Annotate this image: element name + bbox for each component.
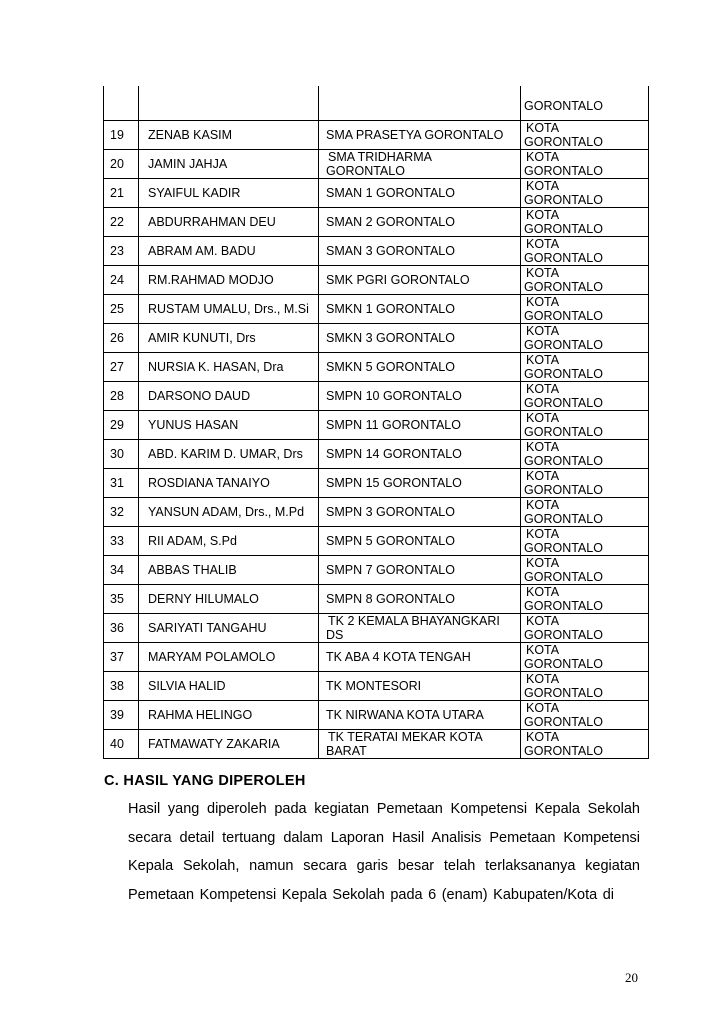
cell-no: 22 — [104, 208, 139, 237]
cell-name — [139, 86, 319, 121]
cell-name: RII ADAM, S.Pd — [139, 527, 319, 556]
location-line: KOTA — [526, 643, 560, 657]
cell-no: 34 — [104, 556, 139, 585]
table-row — [104, 614, 649, 643]
location-line: KOTA — [526, 266, 560, 280]
location-line: KOTA — [526, 237, 560, 251]
cell-name: FATMAWATY ZAKARIA — [139, 730, 319, 759]
cell-school — [319, 469, 521, 498]
cell-name: DARSONO DAUD — [139, 382, 319, 411]
location-line: GORONTALO — [524, 628, 603, 642]
cell-no: 19 — [104, 121, 139, 150]
location-line: KOTA — [526, 730, 560, 744]
cell-school — [319, 614, 521, 643]
cell-name: RAHMA HELINGO — [139, 701, 319, 730]
table-row — [104, 527, 649, 556]
school-line: DS — [326, 628, 344, 642]
cell-location — [521, 150, 649, 179]
location-line: GORONTALO — [524, 744, 603, 758]
cell-no: 40 — [104, 730, 139, 759]
cell-location — [521, 701, 649, 730]
school-line: SMK PGRI GORONTALO — [326, 273, 470, 287]
school-line: SMKN 3 GORONTALO — [326, 331, 455, 345]
cell-location — [521, 672, 649, 701]
school-line: SMKN 5 GORONTALO — [326, 360, 455, 374]
school-line: SMPN 10 GORONTALO — [326, 389, 462, 403]
location-line: GORONTALO — [524, 222, 603, 236]
location-line: KOTA — [526, 498, 560, 512]
location-line: KOTA — [526, 150, 560, 164]
school-line: SMKN 1 GORONTALO — [326, 302, 455, 316]
location-line: GORONTALO — [524, 251, 603, 265]
cell-name: JAMIN JAHJA — [139, 150, 319, 179]
cell-name: SILVIA HALID — [139, 672, 319, 701]
school-line: SMA PRASETYA GORONTALO — [326, 128, 504, 142]
continuation-location: GORONTALO — [524, 99, 603, 113]
location-line: KOTA — [526, 382, 560, 396]
table-row — [104, 208, 649, 237]
location-line: KOTA — [526, 469, 560, 483]
cell-no: 35 — [104, 585, 139, 614]
cell-no: 27 — [104, 353, 139, 382]
cell-no: 37 — [104, 643, 139, 672]
school-line: SMAN 3 GORONTALO — [326, 244, 455, 258]
school-line: SMAN 1 GORONTALO — [326, 186, 455, 200]
location-line: GORONTALO — [524, 657, 603, 671]
cell-school — [319, 237, 521, 266]
location-line: KOTA — [526, 527, 560, 541]
cell-school — [319, 527, 521, 556]
school-line: SMPN 14 GORONTALO — [326, 447, 462, 461]
cell-no: 28 — [104, 382, 139, 411]
principal-table-body — [104, 86, 649, 759]
table-row — [104, 672, 649, 701]
table-row — [104, 295, 649, 324]
cell-name: ZENAB KASIM — [139, 121, 319, 150]
school-line: SMPN 3 GORONTALO — [326, 505, 455, 519]
cell-location — [521, 498, 649, 527]
cell-location — [521, 121, 649, 150]
school-line: TK ABA 4 KOTA TENGAH — [326, 650, 471, 664]
location-line: KOTA — [526, 614, 560, 628]
cell-no: 21 — [104, 179, 139, 208]
cell-location — [521, 179, 649, 208]
school-line: BARAT — [326, 744, 367, 758]
location-line: KOTA — [526, 585, 560, 599]
table-row — [104, 730, 649, 759]
cell-no: 25 — [104, 295, 139, 324]
location-line: KOTA — [526, 295, 560, 309]
cell-school — [319, 643, 521, 672]
cell-location — [521, 237, 649, 266]
cell-no: 36 — [104, 614, 139, 643]
table-row — [104, 121, 649, 150]
location-line: GORONTALO — [524, 483, 603, 497]
table-row — [104, 585, 649, 614]
cell-name: ABDURRAHMAN DEU — [139, 208, 319, 237]
cell-school — [319, 266, 521, 295]
cell-location — [521, 295, 649, 324]
cell-school — [319, 585, 521, 614]
cell-name: SYAIFUL KADIR — [139, 179, 319, 208]
cell-location — [521, 585, 649, 614]
table-row — [104, 266, 649, 295]
location-line: GORONTALO — [524, 715, 603, 729]
table-row — [104, 411, 649, 440]
location-line: GORONTALO — [524, 599, 603, 613]
section-paragraph: Hasil yang diperoleh pada kegiatan Pemetaan Kompetensi Kepala Sekolah secara detail tertuang dalam Laporan Hasil Analisis Pemetaan Kompetensi Kepala Sekolah, namun secara garis besar telah terlaksananya kegiatan Pemetaan Kompetensi Kepala Sekolah pada 6 (enam) Kabupaten/Kota di — [128, 801, 640, 903]
cell-location — [521, 86, 649, 121]
location-line: KOTA — [526, 556, 560, 570]
location-line: GORONTALO — [524, 309, 603, 323]
cell-school — [319, 730, 521, 759]
cell-school — [319, 701, 521, 730]
table-row — [104, 150, 649, 179]
location-line: KOTA — [526, 324, 560, 338]
cell-location — [521, 324, 649, 353]
cell-location — [521, 353, 649, 382]
location-line: KOTA — [526, 701, 560, 715]
cell-no — [104, 86, 139, 121]
table-row — [104, 440, 649, 469]
cell-school — [319, 556, 521, 585]
location-line: KOTA — [526, 208, 560, 222]
table-row — [104, 179, 649, 208]
table-row — [104, 469, 649, 498]
cell-name: DERNY HILUMALO — [139, 585, 319, 614]
cell-school — [319, 440, 521, 469]
location-line: GORONTALO — [524, 164, 603, 178]
cell-location — [521, 382, 649, 411]
cell-no: 26 — [104, 324, 139, 353]
cell-no: 23 — [104, 237, 139, 266]
location-line: GORONTALO — [524, 512, 603, 526]
location-line: GORONTALO — [524, 193, 603, 207]
school-line: SMPN 11 GORONTALO — [326, 418, 461, 432]
cell-school — [319, 498, 521, 527]
cell-school — [319, 324, 521, 353]
cell-no: 39 — [104, 701, 139, 730]
location-line: KOTA — [526, 672, 560, 686]
cell-name: YUNUS HASAN — [139, 411, 319, 440]
cell-name: ABD. KARIM D. UMAR, Drs — [139, 440, 319, 469]
cell-school — [319, 121, 521, 150]
school-line: TK 2 KEMALA BHAYANGKARI — [328, 614, 500, 628]
cell-name: SARIYATI TANGAHU — [139, 614, 319, 643]
cell-location — [521, 469, 649, 498]
table-row — [104, 701, 649, 730]
cell-name: AMIR KUNUTI, Drs — [139, 324, 319, 353]
cell-location — [521, 643, 649, 672]
location-line: GORONTALO — [524, 425, 603, 439]
cell-no: 29 — [104, 411, 139, 440]
section-heading: C. HASIL YANG DIPEROLEH — [104, 773, 306, 789]
school-line: TK TERATAI MEKAR KOTA — [328, 730, 483, 744]
location-line: GORONTALO — [524, 135, 603, 149]
cell-name: ABRAM AM. BADU — [139, 237, 319, 266]
cell-school — [319, 672, 521, 701]
location-line: GORONTALO — [524, 454, 603, 468]
principal-table — [103, 86, 649, 759]
table-row — [104, 498, 649, 527]
cell-name: MARYAM POLAMOLO — [139, 643, 319, 672]
location-line: KOTA — [526, 353, 560, 367]
school-line: SMPN 5 GORONTALO — [326, 534, 455, 548]
cell-location — [521, 411, 649, 440]
cell-no: 33 — [104, 527, 139, 556]
school-line: TK NIRWANA KOTA UTARA — [326, 708, 484, 722]
cell-name: YANSUN ADAM, Drs., M.Pd — [139, 498, 319, 527]
cell-school — [319, 295, 521, 324]
cell-location — [521, 208, 649, 237]
table-row — [104, 382, 649, 411]
location-line: GORONTALO — [524, 541, 603, 555]
cell-location — [521, 556, 649, 585]
cell-school — [319, 411, 521, 440]
location-line: GORONTALO — [524, 570, 603, 584]
cell-name: RUSTAM UMALU, Drs., M.Si — [139, 295, 319, 324]
cell-name: ABBAS THALIB — [139, 556, 319, 585]
table-row — [104, 237, 649, 266]
location-line: GORONTALO — [524, 367, 603, 381]
school-line: SMPN 8 GORONTALO — [326, 592, 455, 606]
school-line: TK MONTESORI — [326, 679, 422, 693]
cell-location — [521, 266, 649, 295]
cell-no: 32 — [104, 498, 139, 527]
school-line: SMA TRIDHARMA — [328, 150, 432, 164]
cell-school — [319, 179, 521, 208]
table-row — [104, 556, 649, 585]
cell-no: 20 — [104, 150, 139, 179]
table-row — [104, 353, 649, 382]
school-line: GORONTALO — [326, 164, 405, 178]
table-continuation-row — [104, 86, 649, 121]
cell-no: 24 — [104, 266, 139, 295]
cell-school — [319, 353, 521, 382]
cell-name: RM.RAHMAD MODJO — [139, 266, 319, 295]
location-line: KOTA — [526, 121, 560, 135]
cell-no: 31 — [104, 469, 139, 498]
table-row — [104, 643, 649, 672]
cell-school — [319, 208, 521, 237]
cell-no: 30 — [104, 440, 139, 469]
cell-no: 38 — [104, 672, 139, 701]
school-line: SMAN 2 GORONTALO — [326, 215, 455, 229]
location-line: KOTA — [526, 440, 560, 454]
school-line: SMPN 7 GORONTALO — [326, 563, 455, 577]
cell-school — [319, 86, 521, 121]
location-line: KOTA — [526, 411, 560, 425]
cell-school — [319, 382, 521, 411]
school-line: SMPN 15 GORONTALO — [326, 476, 462, 490]
cell-location — [521, 614, 649, 643]
cell-location — [521, 527, 649, 556]
cell-name: NURSIA K. HASAN, Dra — [139, 353, 319, 382]
location-line: GORONTALO — [524, 396, 603, 410]
cell-location — [521, 730, 649, 759]
cell-school — [319, 150, 521, 179]
table-row — [104, 324, 649, 353]
location-line: GORONTALO — [524, 280, 603, 294]
cell-name: ROSDIANA TANAIYO — [139, 469, 319, 498]
location-line: GORONTALO — [524, 686, 603, 700]
page-number: 20 — [625, 970, 638, 985]
location-line: KOTA — [526, 179, 560, 193]
cell-location — [521, 440, 649, 469]
location-line: GORONTALO — [524, 338, 603, 352]
